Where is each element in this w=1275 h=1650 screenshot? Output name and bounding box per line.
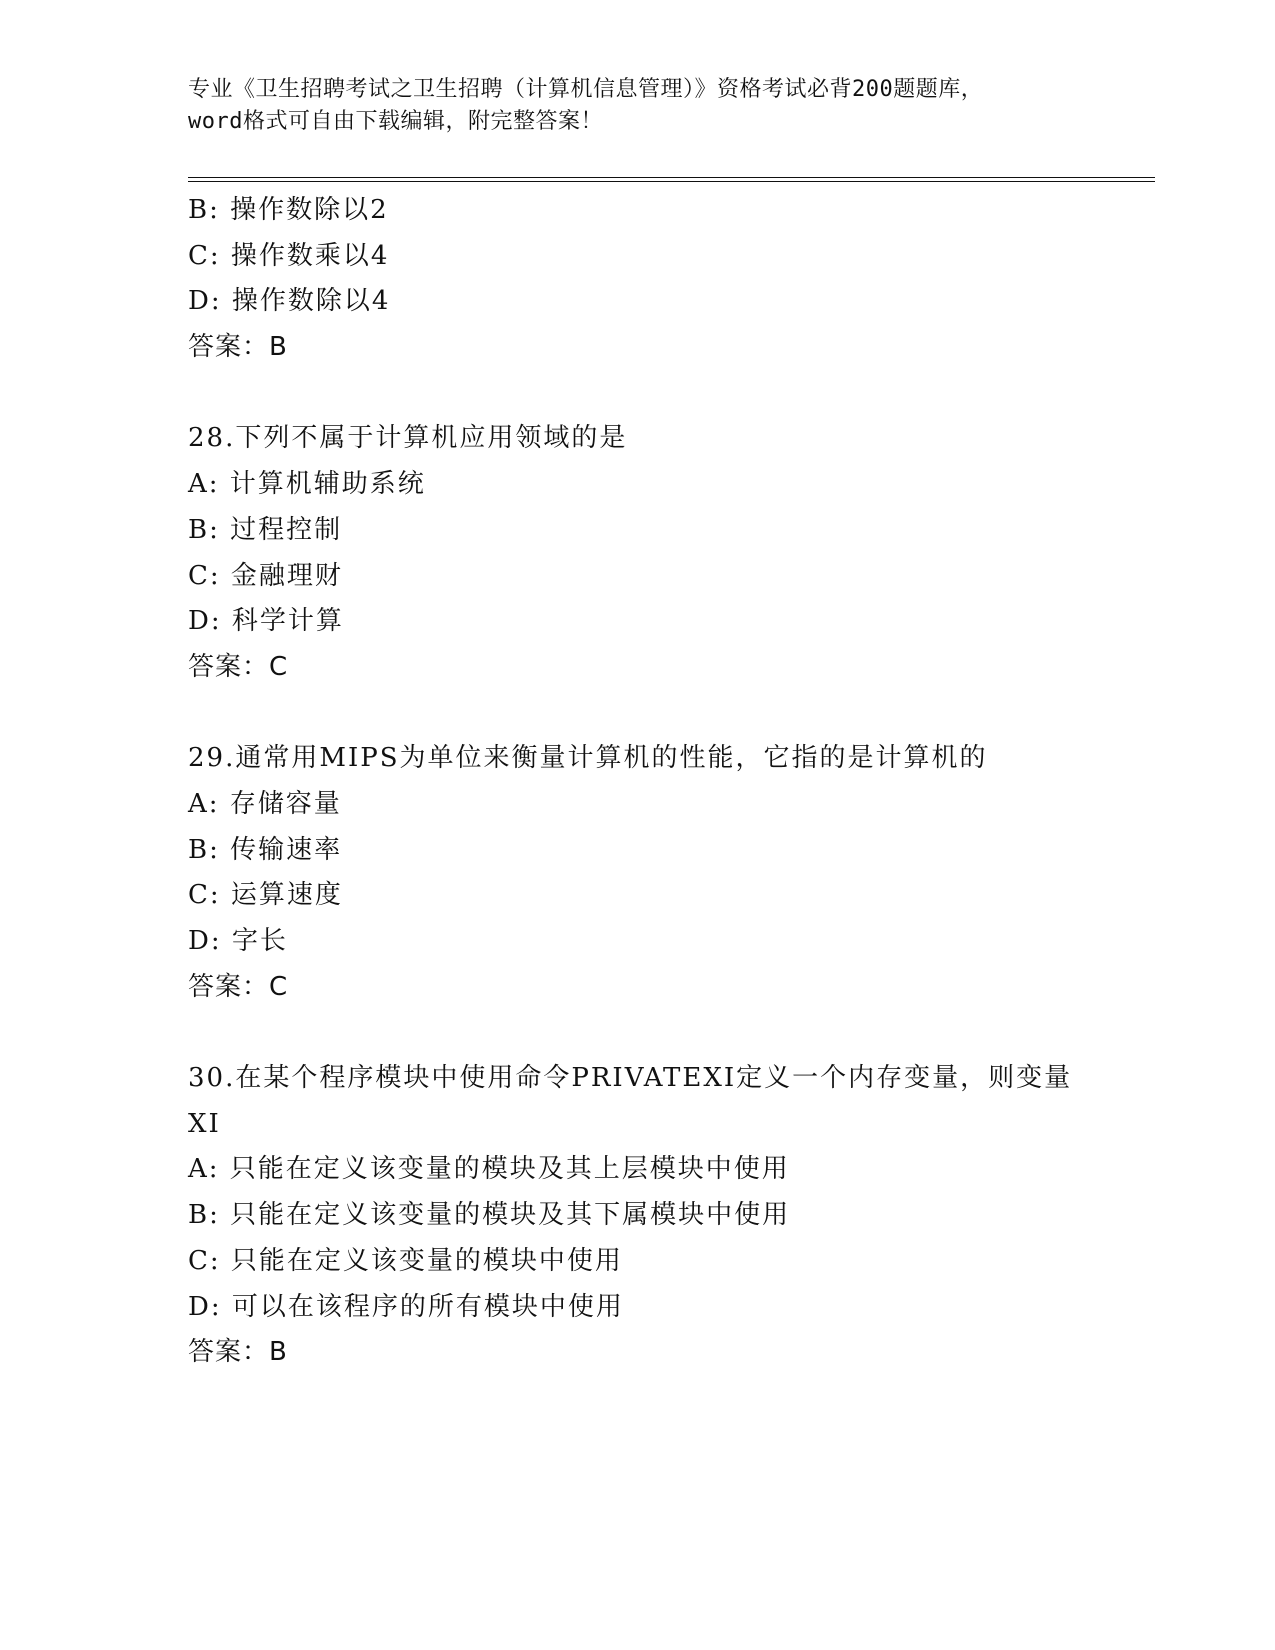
option-c: C: 操作数乘以4: [188, 240, 390, 271]
answer-label: 答案：C: [188, 651, 289, 682]
option-b: B: 操作数除以2: [188, 195, 389, 225]
answer-label: 答案：B: [188, 332, 288, 363]
document-header: [188, 74, 1088, 138]
option-a: A: 存储容量: [188, 788, 342, 819]
question-stem-line-2: XI: [188, 1108, 221, 1139]
option-b: B: 传输速率: [188, 834, 343, 865]
option-a: A: 只能在定义该变量的模块及其上层模块中使用: [188, 1154, 790, 1185]
header-title-line-1: 专业《卫生招聘考试之卫生招聘（计算机信息管理）》资格考试必背200题题库，: [188, 77, 984, 102]
header-rule-bottom: [188, 181, 1155, 182]
option-b: B: 过程控制: [188, 514, 343, 545]
header-title-line-2: word格式可自由下载编辑，附完整答案！: [188, 109, 603, 134]
spacer: [188, 691, 1088, 737]
option-d: D: 科学计算: [188, 606, 344, 637]
question-28: [188, 416, 1088, 690]
spacer: [188, 371, 1088, 417]
question-30: [188, 1056, 1088, 1376]
option-d: D: 字长: [188, 926, 288, 956]
header-double-rule: [188, 177, 1155, 183]
answer-label: 答案：C: [188, 971, 289, 1002]
spacer: [188, 1010, 1088, 1056]
option-d: D: 可以在该程序的所有模块中使用: [188, 1291, 624, 1322]
header-rule-top: [188, 177, 1155, 178]
question-27: [188, 188, 1088, 371]
question-stem: 29.通常用MIPS为单位来衡量计算机的性能，它指的是计算机的: [188, 743, 988, 774]
option-c: C: 运算速度: [188, 880, 343, 911]
option-a: A: 计算机辅助系统: [188, 469, 426, 500]
option-d: D: 操作数除以4: [188, 286, 391, 317]
question-stem-line-1: 30.在某个程序模块中使用命令PRIVATEXI定义一个内存变量，则变量: [188, 1063, 1073, 1094]
option-c: C: 金融理财: [188, 560, 343, 591]
option-b: B: 只能在定义该变量的模块及其下属模块中使用: [188, 1200, 791, 1231]
question-stem: 28.下列不属于计算机应用领域的是: [188, 423, 628, 454]
question-list: [188, 188, 1088, 1376]
option-c: C: 只能在定义该变量的模块中使用: [188, 1245, 623, 1276]
answer-label: 答案：B: [188, 1337, 288, 1368]
question-29: [188, 736, 1088, 1010]
